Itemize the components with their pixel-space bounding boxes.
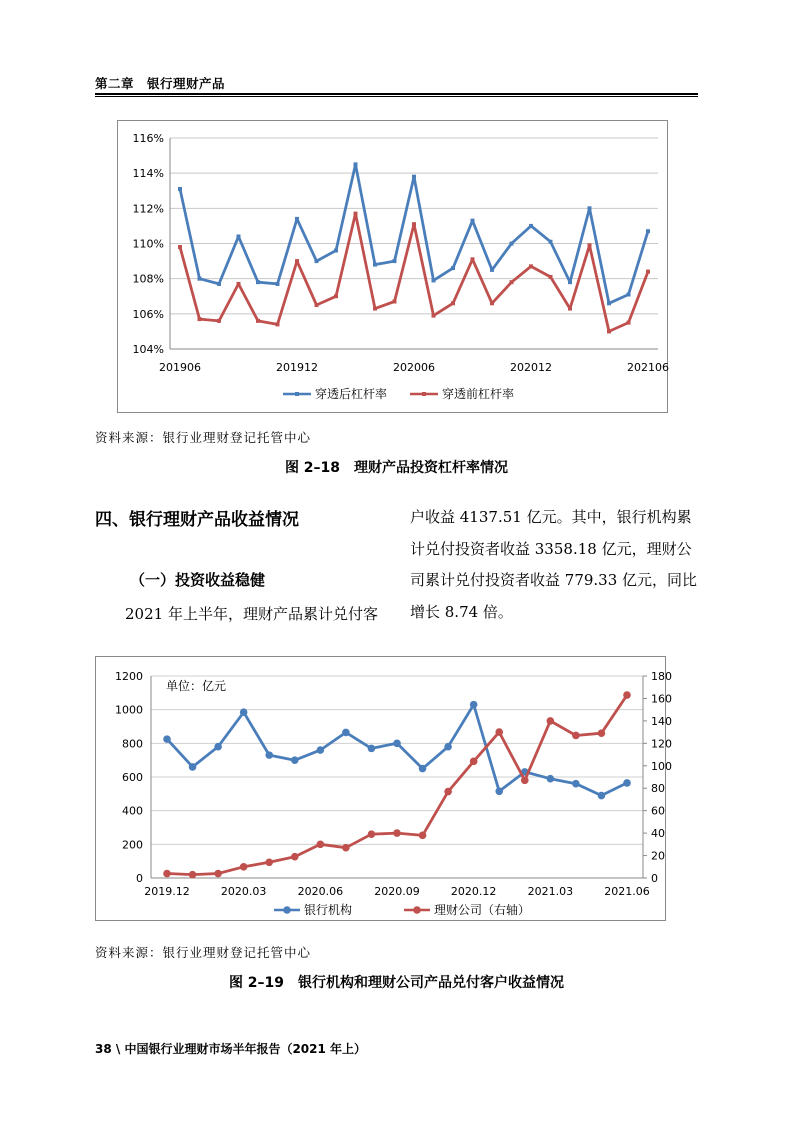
y-right-tick-label: 120 xyxy=(651,737,672,751)
data-point xyxy=(470,701,478,709)
paragraph-right: 户收益 4137.51 亿元。其中，银行机构累计兑付投资者收益 3358.18 亿元，理财公司累计兑付投资者收益 779.33 亿元，同比增长 8.74 倍。 xyxy=(410,508,698,621)
y-tick-label: 114% xyxy=(132,167,164,181)
y-left-tick-label: 400 xyxy=(122,804,143,818)
x-tick-label: 2021.06 xyxy=(604,885,650,898)
leverage-ratio-chart xyxy=(118,121,667,412)
x-tick-label: 2021.03 xyxy=(527,885,574,898)
data-point xyxy=(547,775,555,783)
data-point xyxy=(214,743,222,751)
data-point xyxy=(470,757,478,765)
y-right-tick-label: 20 xyxy=(651,849,665,863)
data-point xyxy=(568,280,572,284)
data-point xyxy=(510,242,514,246)
y-left-tick-label: 1000 xyxy=(115,703,143,717)
data-point xyxy=(354,212,358,216)
y-left-tick-label: 600 xyxy=(122,771,143,784)
data-point xyxy=(451,301,455,305)
data-point xyxy=(412,175,416,179)
data-point xyxy=(240,708,248,716)
data-point xyxy=(354,162,358,166)
data-point xyxy=(256,319,260,323)
data-point xyxy=(317,841,325,849)
data-point xyxy=(549,275,553,279)
data-point xyxy=(444,788,452,796)
x-tick-label: 202012 xyxy=(510,361,552,374)
data-point xyxy=(373,307,377,311)
y-right-tick-label: 100 xyxy=(651,759,672,773)
y-tick-label: 108% xyxy=(132,272,164,286)
data-point xyxy=(627,292,631,296)
paragraph-left: 2021 年上半年，理财产品累计兑付客 xyxy=(125,605,378,623)
data-point xyxy=(291,853,299,861)
data-point xyxy=(342,729,350,737)
data-point xyxy=(393,300,397,304)
figure1-source: 资料来源：银行业理财登记托管中心 xyxy=(95,430,312,445)
data-point xyxy=(471,219,475,223)
data-point xyxy=(178,245,182,249)
data-point xyxy=(334,249,338,253)
data-point xyxy=(276,322,280,326)
legend-label: 理财公司（右轴） xyxy=(434,903,531,917)
data-point xyxy=(588,243,592,247)
data-point xyxy=(607,329,611,333)
data-point xyxy=(315,259,319,263)
subsection-heading: （一）投资收益稳健 xyxy=(130,571,266,589)
data-point xyxy=(295,217,299,221)
data-point xyxy=(256,280,260,284)
data-point xyxy=(265,858,273,866)
legend-marker xyxy=(283,906,291,914)
data-point xyxy=(547,717,555,725)
data-point xyxy=(495,728,503,736)
data-point xyxy=(237,234,241,238)
x-tick-label: 201906 xyxy=(159,361,201,374)
data-point xyxy=(198,277,202,281)
data-point xyxy=(598,729,606,737)
data-point xyxy=(393,829,401,837)
figure2-source: 资料来源：银行业理财登记托管中心 xyxy=(95,945,312,960)
data-point xyxy=(317,746,325,754)
figure2-caption: 图 2–19 银行机构和理财公司产品兑付客户收益情况 xyxy=(228,975,565,991)
data-point xyxy=(588,206,592,210)
x-tick-label: 2020.03 xyxy=(220,885,267,898)
data-point xyxy=(623,779,631,787)
x-tick-label: 202106 xyxy=(627,361,669,374)
y-tick-label: 106% xyxy=(132,307,164,321)
data-point xyxy=(521,777,529,785)
data-point xyxy=(471,257,475,261)
legend-marker xyxy=(413,906,421,914)
legend-marker xyxy=(422,392,426,396)
section-heading: 四、银行理财产品收益情况 xyxy=(95,510,299,530)
x-tick-label: 2020.06 xyxy=(297,885,344,898)
data-point xyxy=(646,229,650,233)
x-tick-label: 202006 xyxy=(393,361,435,374)
y-right-tick-label: 80 xyxy=(651,782,665,796)
returns-chart xyxy=(96,657,672,920)
data-point xyxy=(529,224,533,228)
data-point xyxy=(217,319,221,323)
data-point xyxy=(163,735,171,743)
x-tick-label: 2020.09 xyxy=(374,885,420,898)
header-rule xyxy=(95,93,698,95)
data-point xyxy=(315,303,319,307)
x-tick-label: 201912 xyxy=(276,361,318,374)
data-point xyxy=(342,844,350,852)
data-point xyxy=(189,763,197,771)
y-right-tick-label: 40 xyxy=(651,827,665,841)
y-right-tick-label: 0 xyxy=(651,872,658,885)
y-left-tick-label: 1200 xyxy=(115,670,143,683)
data-point xyxy=(572,732,580,740)
data-point xyxy=(240,863,248,871)
data-point xyxy=(237,282,241,286)
chart2-frame xyxy=(95,656,672,921)
data-point xyxy=(178,187,182,191)
y-left-tick-label: 200 xyxy=(122,838,143,852)
unit-annotation: 单位：亿元 xyxy=(166,679,227,693)
data-point xyxy=(432,314,436,318)
y-right-tick-label: 140 xyxy=(651,714,672,728)
data-point xyxy=(432,278,436,282)
data-point xyxy=(623,691,631,699)
data-point xyxy=(198,317,202,321)
data-point xyxy=(412,222,416,226)
data-point xyxy=(495,788,503,796)
y-tick-label: 110% xyxy=(132,237,164,251)
data-point xyxy=(295,259,299,263)
data-point xyxy=(490,301,494,305)
data-point xyxy=(368,830,376,838)
data-point xyxy=(393,259,397,263)
x-tick-label: 2019.12 xyxy=(144,885,190,898)
chart1-frame xyxy=(117,120,668,413)
data-point xyxy=(419,765,427,773)
data-point xyxy=(607,301,611,305)
data-point xyxy=(373,263,377,267)
data-point xyxy=(419,832,427,840)
y-right-tick-label: 60 xyxy=(651,804,665,818)
data-point xyxy=(444,743,452,751)
data-point xyxy=(291,756,299,764)
data-point xyxy=(490,268,494,272)
page-footer: 38 \ 中国银行业理财市场半年报告（2021 年上） xyxy=(95,1042,367,1056)
series-line xyxy=(167,705,627,796)
figure1-caption: 图 2–18 理财产品投资杠杆率情况 xyxy=(284,460,509,476)
y-tick-label: 104% xyxy=(132,343,164,356)
x-tick-label: 2020.12 xyxy=(450,885,497,898)
y-right-tick-label: 180 xyxy=(651,670,672,683)
data-point xyxy=(189,871,197,879)
data-point xyxy=(163,870,171,878)
legend-label: 银行机构 xyxy=(304,903,353,917)
data-point xyxy=(265,751,273,759)
data-point xyxy=(393,740,401,748)
legend-marker xyxy=(295,392,299,396)
data-point xyxy=(572,780,580,788)
data-point xyxy=(598,792,606,800)
data-point xyxy=(549,240,553,244)
y-left-tick-label: 800 xyxy=(122,737,143,751)
y-left-tick-label: 0 xyxy=(136,872,143,885)
data-point xyxy=(646,270,650,274)
data-point xyxy=(529,264,533,268)
data-point xyxy=(334,294,338,298)
data-point xyxy=(451,266,455,270)
data-point xyxy=(568,307,572,311)
data-point xyxy=(510,280,514,284)
y-tick-label: 116% xyxy=(132,132,164,145)
legend-label: 穿透后杠杆率 xyxy=(315,387,388,401)
chapter-title: 第二章 银行理财产品 xyxy=(95,76,226,91)
data-point xyxy=(276,282,280,286)
data-point xyxy=(217,282,221,286)
header-rule-thin xyxy=(95,96,698,97)
data-point xyxy=(627,321,631,325)
data-point xyxy=(368,745,376,753)
legend-label: 穿透前杠杆率 xyxy=(442,387,515,401)
y-tick-label: 112% xyxy=(132,202,164,216)
y-right-tick-label: 160 xyxy=(651,692,672,706)
data-point xyxy=(214,870,222,878)
